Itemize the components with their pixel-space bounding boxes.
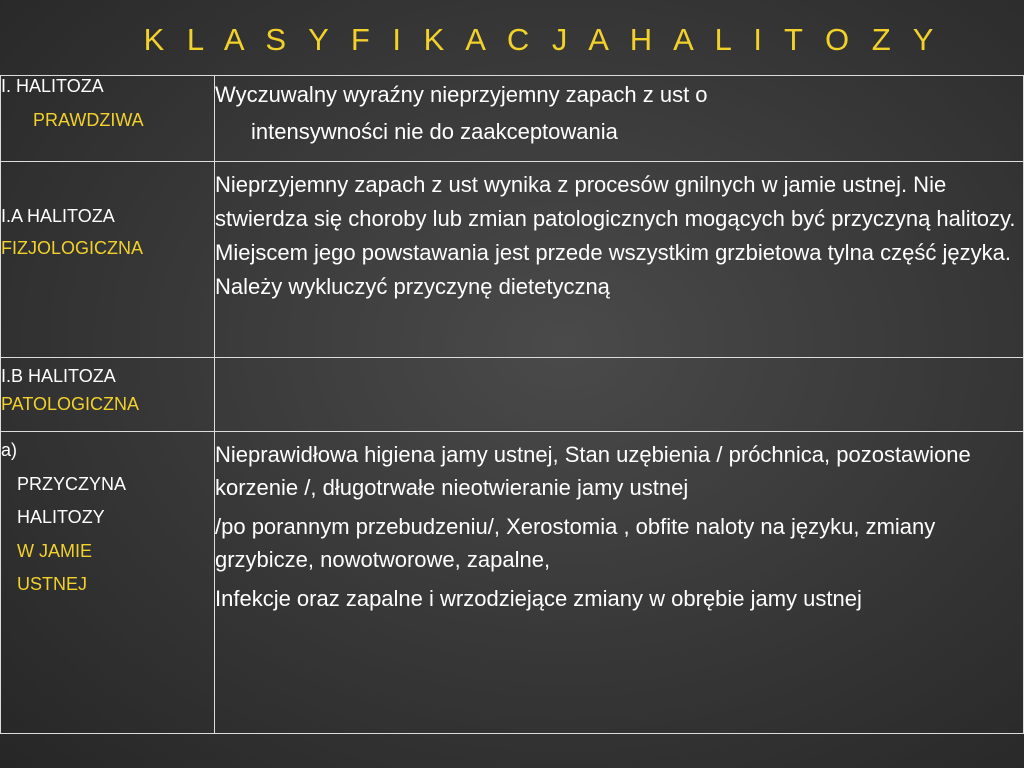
label-line: HALITOZY [17, 507, 105, 528]
label-line-highlight: W JAMIE [17, 540, 92, 561]
table-row [1, 162, 1024, 358]
table-row [1, 76, 1024, 162]
table-row [1, 432, 1024, 734]
row-label [1, 432, 215, 734]
description-paragraph: Infekcje oraz zapalne i wrzodziejące zmiany w obrębie jamy ustnej [215, 586, 862, 611]
label-line: I. HALITOZA [1, 76, 104, 96]
label-line-highlight: PATOLOGICZNA [1, 393, 140, 414]
description-paragraph: /po porannym przebudzeniu/, Xerostomia , obfite naloty na języku, zmiany grzybicze, nowotworowe, zapalne, [215, 514, 936, 572]
row-label [1, 358, 215, 432]
table-row [1, 358, 1024, 432]
label-line: I.A HALITOZA [1, 206, 115, 226]
description-line: Wyczuwalny wyraźny nieprzyjemny zapach z ust o [215, 82, 708, 107]
row-label [1, 162, 215, 358]
label-line: I.B HALITOZA [1, 366, 116, 386]
row-description [215, 432, 1024, 734]
row-label [1, 76, 215, 162]
slide-title: K L A S Y F I K A C J A H A L I T O Z Y [143, 22, 941, 57]
row-description: Nieprzyjemny zapach z ust wynika z procesów gnilnych w jamie ustnej. Nie stwierdza się choroby lub zmian patologicznych mogących być przyczyną halitozy. Miejscem jego powstawania jest przede wszystkim grzbietowa tylna część języka. Należy wykluczyć przyczynę dietetyczną [215, 162, 1024, 358]
label-line-highlight: USTNEJ [17, 574, 88, 595]
label-line-highlight: PRAWDZIWA [33, 109, 144, 130]
label-line-highlight: FIZJOLOGICZNA [1, 237, 144, 258]
description-paragraph: Nieprawidłowa higiena jamy ustnej, Stan uzębienia / próchnica, pozostawione korzenie /, długotrwałe nieotwieranie jamy ustnej [215, 442, 971, 500]
row-description-empty [215, 358, 1024, 432]
label-line: PRZYCZYNA [17, 473, 127, 494]
label-line: a) [1, 440, 18, 460]
description-line: intensywności nie do zaakceptowania [251, 119, 618, 145]
row-description [215, 76, 1024, 162]
classification-table [0, 75, 1024, 734]
